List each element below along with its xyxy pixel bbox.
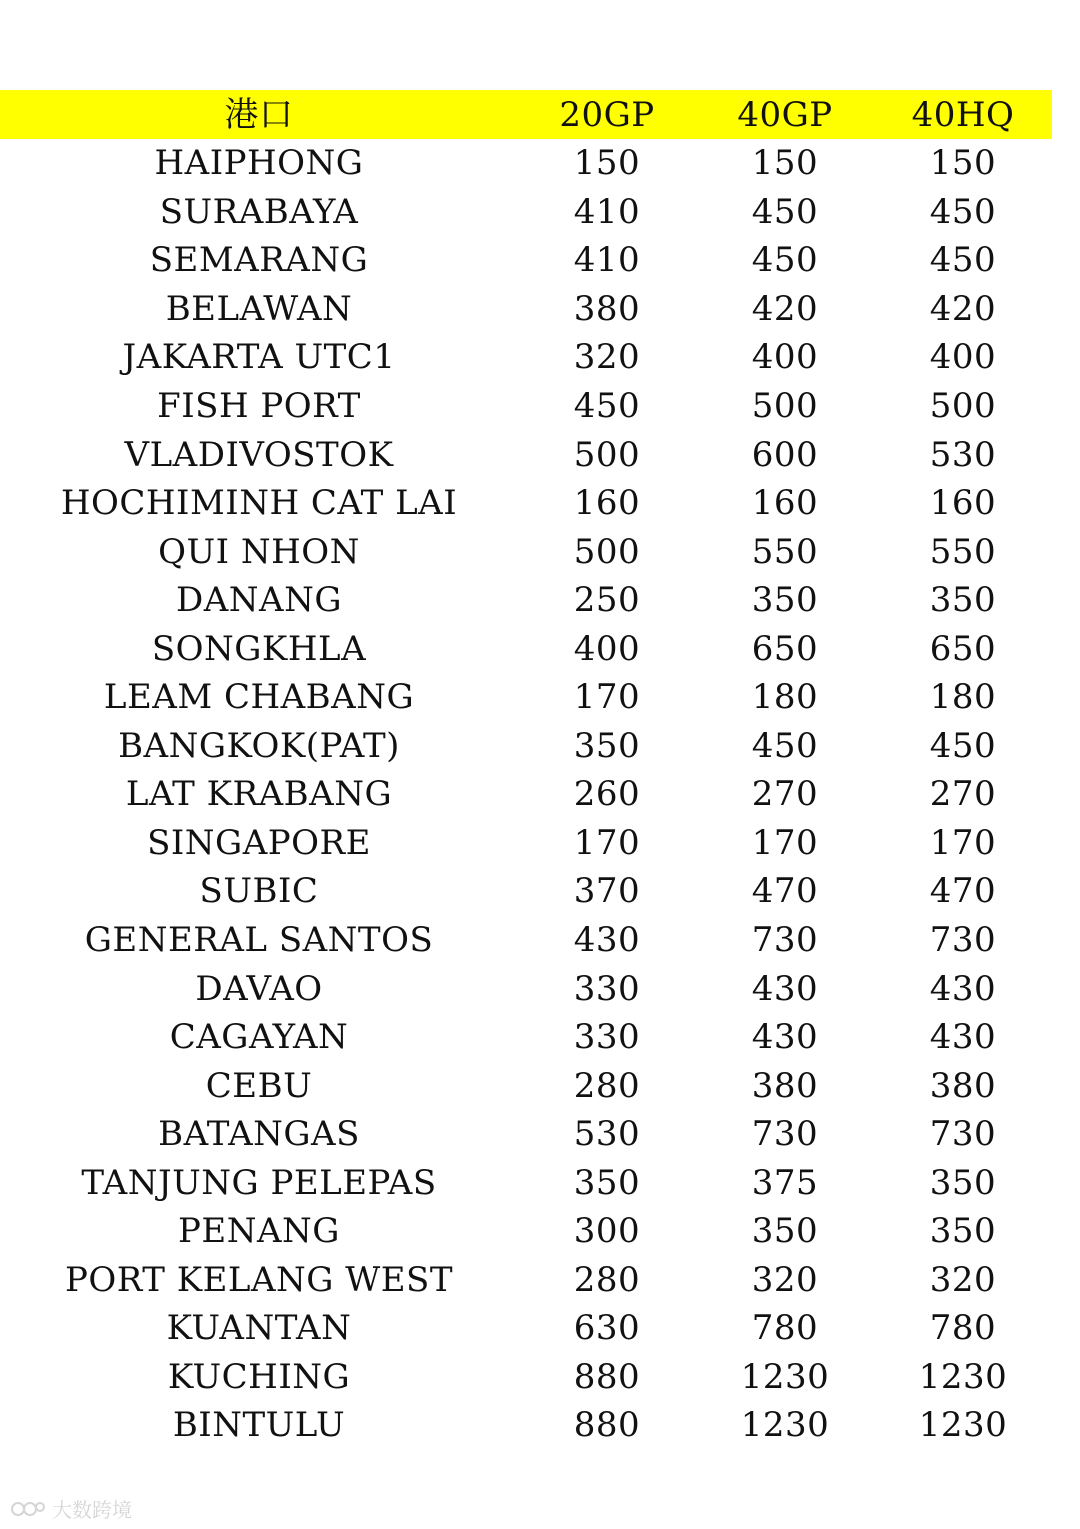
header-port: 港口	[224, 94, 294, 135]
rate-40hq-cell: 450	[929, 725, 997, 766]
rate-20gp-cell: 330	[573, 968, 641, 1009]
port-cell: SINGAPORE	[147, 822, 371, 863]
rate-40gp-cell: 450	[751, 191, 819, 232]
rate-40hq-cell: 350	[929, 1162, 997, 1203]
rate-40hq-cell: 350	[929, 580, 997, 621]
logo-icon	[10, 1499, 46, 1519]
rate-40gp-cell: 600	[751, 434, 819, 475]
port-cell: BELAWAN	[165, 288, 353, 329]
rate-40gp-cell: 650	[751, 628, 819, 669]
table-row	[0, 576, 1052, 625]
table-row	[0, 430, 1052, 479]
table-row	[0, 139, 1052, 188]
port-cell: VLADIVOSTOK	[124, 434, 394, 475]
watermark-text: 大数跨境	[52, 1498, 132, 1522]
rate-20gp-cell: 320	[573, 337, 641, 378]
rate-20gp-cell: 300	[573, 1211, 641, 1252]
rate-20gp-cell: 280	[573, 1065, 641, 1106]
watermark	[10, 1494, 132, 1523]
rate-40hq-cell: 150	[929, 143, 997, 184]
port-cell: CEBU	[205, 1065, 313, 1106]
table-row	[0, 188, 1052, 237]
rate-40gp-cell: 350	[751, 1211, 819, 1252]
rate-40gp-cell: 500	[751, 386, 819, 426]
table-row	[0, 1013, 1052, 1062]
rate-40gp-cell: 450	[751, 240, 819, 281]
rate-40hq-cell: 350	[929, 1211, 997, 1252]
rate-20gp-cell: 410	[573, 191, 641, 232]
rate-40gp-cell: 1230	[740, 1356, 830, 1397]
port-cell: LEAM CHABANG	[103, 677, 415, 718]
port-cell: BATANGAS	[158, 1114, 360, 1155]
rate-40hq-cell: 530	[929, 434, 997, 475]
table-row	[0, 722, 1052, 771]
port-cell: SURABAYA	[159, 191, 359, 232]
rate-40hq-cell: 380	[929, 1065, 997, 1106]
rate-20gp-cell: 350	[573, 725, 641, 766]
port-cell: CAGAYAN	[169, 1017, 349, 1058]
table-row	[0, 1304, 1052, 1353]
rate-20gp-cell: 350	[573, 1162, 641, 1203]
rate-40gp-cell: 350	[751, 580, 819, 621]
rate-20gp-cell: 880	[573, 1405, 641, 1446]
rate-40hq-cell: 550	[929, 531, 997, 572]
table-row	[0, 1110, 1052, 1159]
rate-40hq-cell: 470	[929, 871, 997, 912]
rate-40gp-cell: 150	[751, 143, 819, 184]
rate-40gp-cell: 430	[751, 1017, 819, 1058]
rate-40hq-cell: 500	[929, 386, 997, 426]
port-cell: PENANG	[178, 1211, 340, 1252]
rate-20gp-cell: 280	[573, 1259, 641, 1300]
rate-20gp-cell: 150	[573, 143, 641, 184]
port-cell: LAT KRABANG	[125, 774, 393, 815]
rate-40hq-cell: 420	[929, 288, 997, 329]
rate-40gp-cell: 1230	[740, 1405, 830, 1446]
rate-20gp-cell: 530	[573, 1114, 641, 1155]
table-row	[0, 236, 1052, 285]
rate-40hq-cell: 730	[929, 1114, 997, 1155]
port-cell: DAVAO	[195, 968, 323, 1009]
table-row	[0, 964, 1052, 1013]
rate-20gp-cell: 500	[573, 434, 641, 475]
rate-40gp-cell: 170	[751, 822, 819, 863]
port-cell: SEMARANG	[149, 240, 369, 281]
rate-20gp-cell: 450	[573, 386, 641, 426]
table-header-row	[0, 90, 1052, 139]
rate-40gp-cell: 420	[751, 288, 819, 329]
table-row	[0, 527, 1052, 576]
port-cell: KUANTAN	[166, 1308, 352, 1349]
table-row	[0, 285, 1052, 334]
port-cell: DANANG	[175, 580, 343, 621]
table-row	[0, 1158, 1052, 1207]
port-cell: GENERAL SANTOS	[84, 920, 434, 961]
rate-20gp-cell: 170	[573, 677, 641, 718]
port-cell: KUCHING	[167, 1356, 351, 1397]
table-row	[0, 770, 1052, 819]
rate-20gp-cell: 330	[573, 1017, 641, 1058]
rate-20gp-cell: 170	[573, 822, 641, 863]
port-cell: TANJUNG PELEPAS	[81, 1162, 437, 1203]
rate-40hq-cell: 320	[929, 1259, 997, 1300]
rate-40hq-cell: 1230	[918, 1356, 1008, 1397]
port-cell: HOCHIMINH CAT LAI	[60, 483, 458, 524]
rate-40gp-cell: 320	[751, 1259, 819, 1300]
table-row	[0, 382, 1052, 431]
rate-40hq-cell: 170	[929, 822, 997, 863]
rate-40gp-cell: 450	[751, 725, 819, 766]
table-row	[0, 624, 1052, 673]
port-cell: FISH PORT	[157, 386, 361, 426]
table-row	[0, 867, 1052, 916]
freight-rate-table	[0, 90, 1052, 1450]
rate-20gp-cell: 880	[573, 1356, 641, 1397]
rate-40gp-cell: 730	[751, 920, 819, 961]
port-cell: SUBIC	[199, 871, 319, 912]
rate-40gp-cell: 160	[751, 483, 819, 524]
table-body	[0, 139, 1052, 1450]
table-row	[0, 1256, 1052, 1305]
rate-40gp-cell: 470	[751, 871, 819, 912]
port-cell: SONGKHLA	[151, 628, 367, 669]
port-cell: PORT KELANG WEST	[64, 1259, 454, 1300]
rate-20gp-cell: 630	[573, 1308, 641, 1349]
rate-40gp-cell: 375	[751, 1162, 819, 1203]
table-row	[0, 916, 1052, 965]
rate-20gp-cell: 380	[573, 288, 641, 329]
rate-40hq-cell: 270	[929, 774, 997, 815]
rate-20gp-cell: 410	[573, 240, 641, 281]
table-row	[0, 673, 1052, 722]
rate-40gp-cell: 730	[751, 1114, 819, 1155]
rate-40gp-cell: 430	[751, 968, 819, 1009]
rate-40hq-cell: 180	[929, 677, 997, 718]
rate-40hq-cell: 400	[929, 337, 997, 378]
rate-40hq-cell: 430	[929, 968, 997, 1009]
port-cell: JAKARTA UTC1	[122, 337, 396, 378]
port-cell: HAIPHONG	[154, 143, 364, 184]
table-row	[0, 1061, 1052, 1110]
rate-40hq-cell: 160	[929, 483, 997, 524]
rate-40hq-cell: 450	[929, 191, 997, 232]
rate-20gp-cell: 400	[573, 628, 641, 669]
port-cell: BINTULU	[172, 1405, 346, 1446]
rate-40gp-cell: 400	[751, 337, 819, 378]
header-40hq: 40HQ	[911, 94, 1015, 135]
rate-40gp-cell: 270	[751, 774, 819, 815]
rate-40hq-cell: 1230	[918, 1405, 1008, 1446]
rate-20gp-cell: 500	[573, 531, 641, 572]
rate-40hq-cell: 780	[929, 1308, 997, 1349]
rate-20gp-cell: 260	[573, 774, 641, 815]
rate-20gp-cell: 430	[573, 920, 641, 961]
port-cell: BANGKOK(PAT)	[118, 725, 400, 766]
table-row	[0, 1353, 1052, 1402]
table-row	[0, 1401, 1052, 1450]
rate-40hq-cell: 730	[929, 920, 997, 961]
table-row	[0, 1207, 1052, 1256]
rate-40gp-cell: 780	[751, 1308, 819, 1349]
port-cell: QUI NHON	[158, 531, 360, 572]
rate-20gp-cell: 250	[573, 580, 641, 621]
header-20gp: 20GP	[559, 94, 655, 135]
rate-20gp-cell: 370	[573, 871, 641, 912]
rate-40gp-cell: 380	[751, 1065, 819, 1106]
table-row	[0, 333, 1052, 382]
rate-40gp-cell: 550	[751, 531, 819, 572]
rate-40gp-cell: 180	[751, 677, 819, 718]
rate-20gp-cell: 160	[573, 483, 641, 524]
header-40gp: 40GP	[737, 94, 833, 135]
rate-40hq-cell: 430	[929, 1017, 997, 1058]
table-row	[0, 819, 1052, 868]
rate-40hq-cell: 450	[929, 240, 997, 281]
table-row	[0, 479, 1052, 528]
rate-40hq-cell: 650	[929, 628, 997, 669]
